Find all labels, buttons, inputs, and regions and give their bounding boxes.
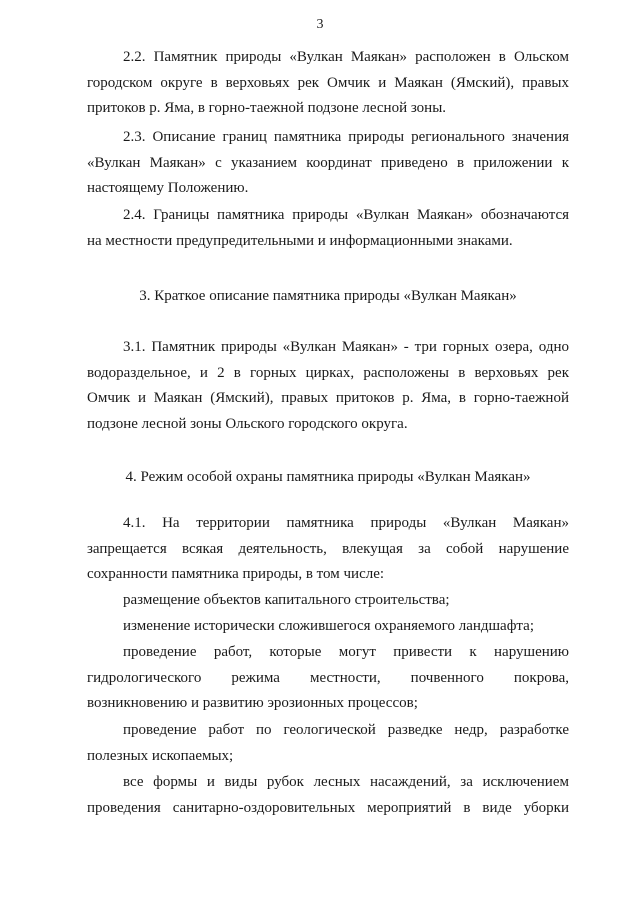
paragraph-2-4 bbox=[87, 203, 569, 254]
text-line: возникновению и развитию эрозионных процессов; bbox=[87, 695, 418, 711]
text-line: 2.2. Памятник природы «Вулкан Маякан» расположен в Ольском bbox=[123, 49, 569, 65]
text-line: проведения санитарно-оздоровительных мероприятий в виде уборки bbox=[87, 799, 569, 816]
text-line: Омчик и Маякан (Ямский), правых притоков р. Яма, в горно-таежной bbox=[87, 390, 569, 406]
text-line: изменение исторически сложившегося охраняемого ландшафта; bbox=[123, 618, 534, 634]
text-line: размещение объектов капитального строительства; bbox=[123, 592, 450, 608]
section-heading-4: 4. Режим особой охраны памятника природы «Вулкан Маякан» bbox=[125, 469, 531, 485]
paragraph-4-1 bbox=[87, 511, 569, 588]
text-line: 2.4. Границы памятника природы «Вулкан Маякан» обозначаются bbox=[123, 207, 569, 223]
list-item bbox=[87, 770, 569, 821]
list-item bbox=[87, 614, 569, 640]
paragraph-2-3 bbox=[87, 125, 569, 202]
text-line: водораздельное, и 2 в горных цирках, расположены в верховьях рек bbox=[87, 364, 569, 381]
section-heading-3: 3. Краткое описание памятника природы «Вулкан Маякан» bbox=[139, 288, 517, 304]
text-line: сохранности памятника природы, в том числе: bbox=[87, 566, 385, 582]
text-line: проведение работ по геологической разведке недр, разработке bbox=[123, 722, 569, 738]
list-item bbox=[87, 718, 569, 769]
text-line: «Вулкан Маякан» с указанием координат приведено в приложении к bbox=[87, 154, 569, 171]
text-line: притоков р. Яма, в горно-таежной подзоне лесной зоны. bbox=[87, 100, 447, 116]
list-item bbox=[87, 588, 569, 614]
list-item bbox=[87, 640, 569, 717]
page-number: 3 bbox=[316, 17, 324, 32]
paragraph-2-2 bbox=[87, 45, 569, 122]
text-line: полезных ископаемых; bbox=[87, 747, 234, 764]
text-line: проведение работ, которые могут привести к нарушению bbox=[123, 644, 569, 660]
text-line: гидрологического режима местности, почвенного покрова, bbox=[87, 669, 569, 686]
text-line: запрещается всякая деятельность, влекущая за собой нарушение bbox=[87, 540, 569, 557]
text-line: городском округе в верховьях рек Омчик и Маякан (Ямский), правых bbox=[87, 74, 569, 91]
text-line: все формы и виды рубок лесных насаждений, за исключением bbox=[123, 774, 569, 790]
text-line: 2.3. Описание границ памятника природы регионального значения bbox=[123, 129, 569, 145]
text-line: настоящему Положению. bbox=[87, 180, 249, 196]
paragraph-3-1 bbox=[87, 335, 569, 437]
text-line: 4.1. На территории памятника природы «Вулкан Маякан» bbox=[123, 515, 569, 531]
text-line: подзоне лесной зоны Ольского городского округа. bbox=[87, 415, 408, 432]
text-line: 3.1. Памятник природы «Вулкан Маякан» - три горных озера, одно bbox=[123, 339, 569, 355]
text-line: на местности предупредительными и информационными знаками. bbox=[87, 232, 513, 249]
